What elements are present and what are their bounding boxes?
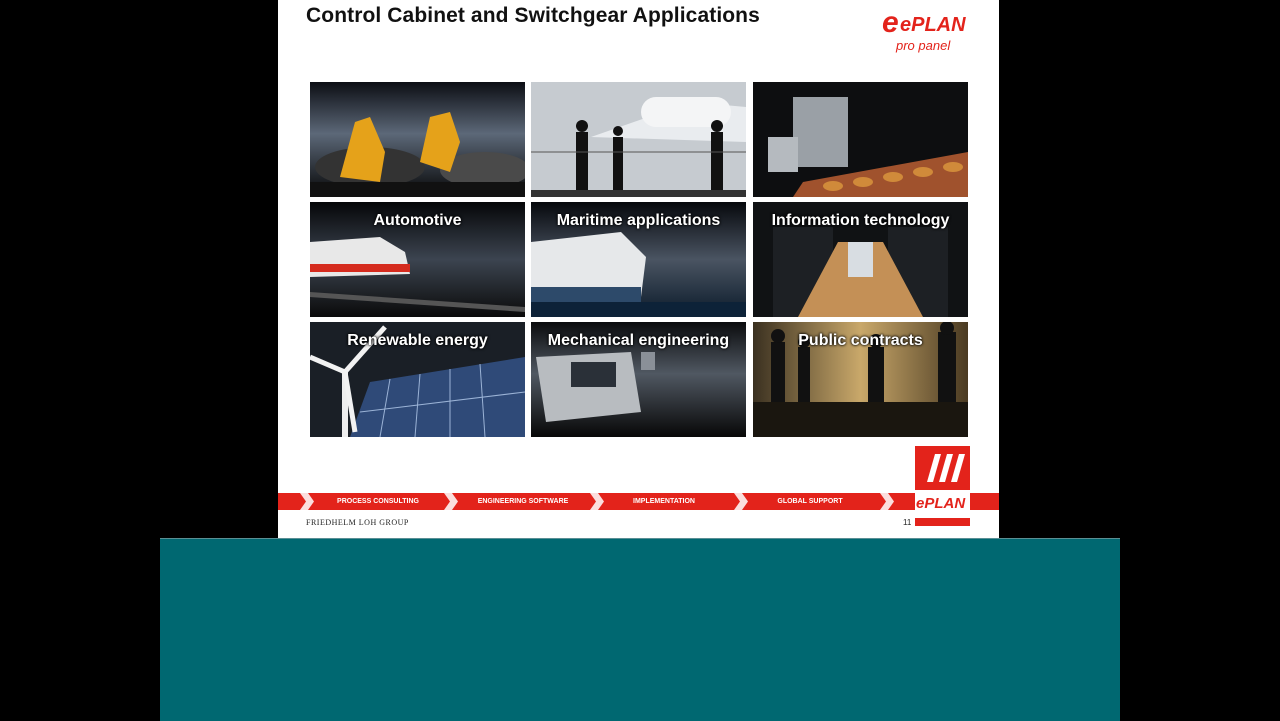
company-name: FRIEDHELM LOH GROUP	[306, 518, 409, 527]
food-cabinet-image	[753, 82, 968, 197]
slide-title: Control Cabinet and Switchgear Applications	[306, 4, 760, 27]
tile-food-cabinet	[753, 82, 968, 197]
tile-airport	[531, 82, 746, 197]
page-number: 11	[903, 518, 912, 527]
tile-maritime	[531, 202, 746, 317]
airport-travellers-image	[531, 82, 746, 197]
application-grid	[310, 82, 969, 438]
eplan-pro-panel-logo	[880, 6, 990, 56]
band-item-process-consulting: PROCESS CONSULTING	[337, 498, 419, 505]
tile-information-technology	[753, 202, 968, 317]
eplan-logo-icon	[915, 446, 970, 526]
logo-brand-text: ePLAN	[900, 14, 966, 36]
eplan-mark-text: ePLAN	[916, 495, 966, 512]
band-item-engineering-software: ENGINEERING SOFTWARE	[477, 498, 569, 505]
automotive-robots-image	[310, 82, 525, 197]
tile-automotive-robots	[310, 82, 525, 197]
tile-public-contracts	[753, 322, 968, 437]
svg-text:e: e	[882, 6, 899, 39]
tile-label: Renewable energy	[347, 332, 488, 349]
tile-label: Public contracts	[798, 332, 923, 349]
process-band	[278, 493, 999, 510]
slide	[278, 0, 999, 538]
tile-label: Maritime applications	[556, 212, 721, 229]
tile-renewable-energy	[310, 322, 525, 437]
teal-panel	[160, 538, 1120, 721]
band-item-implementation: IMPLEMENTATION	[633, 498, 695, 505]
tile-label: Automotive	[373, 212, 462, 229]
tile-automotive	[310, 202, 525, 317]
logo-product-text: pro panel	[896, 38, 951, 53]
tile-label: Information technology	[771, 212, 950, 229]
band-item-global-support: GLOBAL SUPPORT	[777, 498, 843, 505]
tile-mechanical-engineering	[531, 322, 746, 437]
tile-label: Mechanical engineering	[547, 332, 730, 349]
